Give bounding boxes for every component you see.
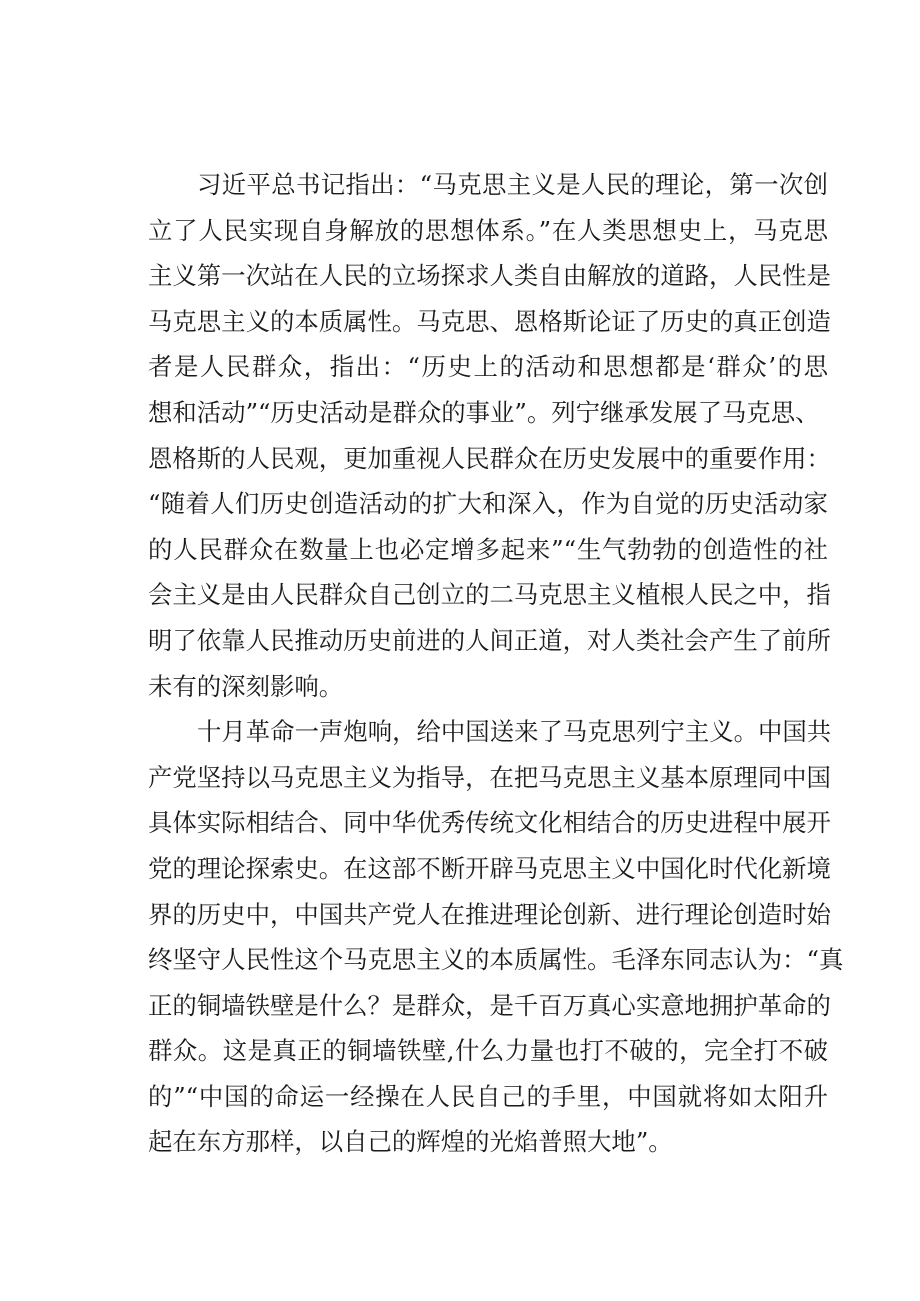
- text-line: 未有的深刻影响。: [148, 671, 344, 701]
- text-line: 的”“中国的命运一经操在人民自己的手里，中国就将如太阳升: [148, 1081, 828, 1111]
- text-line: “随着人们历史创造活动的扩大和深入，作为自觉的历史活动家: [148, 489, 828, 519]
- text-line: 明了依靠人民推动历史前进的人间正道，对人类社会产生了前所: [148, 625, 831, 655]
- text-line: 恩格斯的人民观，更加重视人民群众在历史发展中的重要作用：: [148, 443, 831, 473]
- paragraph: [148, 162, 831, 709]
- text-line: 产党坚持以马克思主义为指导，在把马克思主义基本原理同中国: [148, 762, 831, 792]
- text-line: 终坚守人民性这个马克思主义的本质属性。毛泽东同志认为：“真: [148, 945, 844, 975]
- text-line: 界的历史中，中国共产党人在推进理论创新、进行理论创造时始: [148, 899, 831, 929]
- text-line: 十月革命一声炮响，给中国送来了马克思列宁主义。中国共: [197, 717, 832, 747]
- text-line: 立了人民实现自身解放的思想体系。”在人类思想史上，马克思: [148, 215, 828, 245]
- text-line: 习近平总书记指出：“马克思主义是人民的理论，第一次创: [197, 170, 828, 199]
- text-line: 想和活动”“历史活动是群众的事业”。列宁继承发展了马克思、: [148, 397, 820, 427]
- text-line: 群众。这是真正的铜墙铁壁,什么力量也打不破的，完全打不破: [148, 1036, 828, 1066]
- text-line: 者是人民群众，指出：“历史上的活动和思想都是‘群众’的思: [148, 352, 828, 382]
- paragraph: [148, 709, 844, 1165]
- text-line: 具体实际相结合、同中华优秀传统文化相结合的历史进程中展开: [148, 808, 831, 838]
- text-line: 正的铜墙铁壁是什么？是群众，是千百万真心实意地拥护革命的: [148, 990, 831, 1020]
- body-text: [148, 162, 844, 1165]
- text-line: 会主义是由人民群众自己创立的二马克思主义植根人民之中，指: [148, 580, 831, 610]
- text-line: 主义第一次站在人民的立场探求人类自由解放的道路，人民性是: [148, 261, 831, 291]
- text-line: 的人民群众在数量上也必定增多起来”“生气勃勃的创造性的社: [148, 534, 828, 564]
- text-line: 起在东方那样，以自己的辉煌的光焰普照大地”。: [148, 1127, 673, 1157]
- text-line: 党的理论探索史。在这部不断开辟马克思主义中国化时代化新境: [148, 853, 831, 883]
- text-line: 马克思主义的本质属性。马克思、恩格斯论证了历史的真正创造: [148, 306, 831, 336]
